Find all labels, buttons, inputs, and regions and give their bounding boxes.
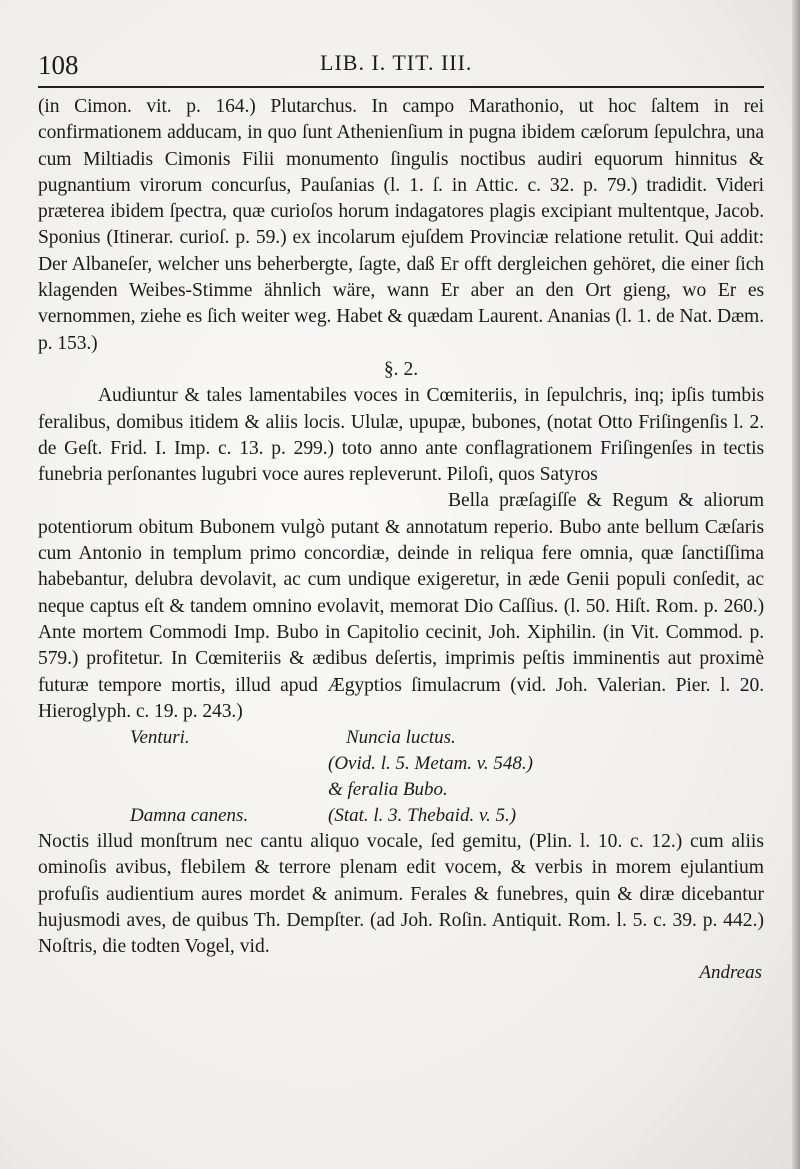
paragraph-2: Audiuntur & tales lamentabiles voces in Cœmiteriis, in ſepulchris, inq; ipſis tumbis feralibus, domibus itidem & aliis locis. Ululæ, upupæ, bubones, (notat Otto Friſingenſis l. 2. de Geſt. Frid. I. Imp. c. 13. p. 299.) toto anno ante conflagrationem Friſingenſes in tectis funebria perſonantes lugubri voce aures repleverunt. Piloſi, quos Satyros	[38, 385, 764, 486]
page-header	[38, 42, 764, 78]
verse-line-4-right: (Stat. l. 3. Thebaid. v. 5.)	[328, 805, 517, 827]
book-spine-shadow	[792, 0, 800, 1169]
verse-line-2: (Ovid. l. 5. Metam. v. 548.)	[328, 753, 533, 775]
paragraph-4: Noctis illud monſtrum nec cantu aliquo vocale, ſed gemitu, (Plin. l. 10. c. 12.) cum aliis ominoſis avibus, flebilem & terrore plenam edit vocem, & verbis in morem ejulantium profuſis audientium aures mordet & animum. Ferales & funebres, quin & diræ dicebantur hujusmodi aves, de quibus Th. Dempſter. (ad Joh. Roſin. Antiquit. Rom. l. 5. c. 39. p. 442.) Noſtris, die todten Vogel, vid.	[38, 831, 764, 958]
paragraph-3: Bella præſagiſſe & Regum & aliorum potentiorum obitum Bubonem vulgò putant & annotatum reperio. Bubo ante bellum Cæſaris cum Antonio in templum primo concordiæ, deinde in reliqua fere omnia, quæ ſanctiſſima habebantur, delubra devolavit, ac cum undique exigeretur, in æde Genii populi conſedit, ac neque captus eſt & tandem omnino evolavit, memorat Dio Caſſius. (l. 50. Hiſt. Rom. p. 260.) Ante mortem Commodi Imp. Bubo in Capitolio cecinit, Joh. Xiphilin. (in Vit. Commod. p. 579.) profitetur. In Cœmiteriis & ædibus deſertis, imprimis peſtis imminentis aut proximè futuræ tempore mortis, illud apud Ægyptios ſimulacrum (vid. Joh. Valerian. Pier. l. 20. Hieroglyph. c. 19. p. 243.)	[38, 490, 764, 722]
verse-line-4-left: Damna canens.	[130, 805, 249, 827]
verse-line-1-left: Venturi.	[130, 727, 190, 749]
section-mark: §. 2.	[383, 358, 419, 380]
running-title: LIB. I. TIT. III.	[320, 50, 473, 75]
header-rule	[38, 86, 764, 88]
catchword: Andreas	[699, 961, 762, 983]
page-number: 108	[38, 50, 79, 80]
verse-block	[38, 725, 764, 829]
paragraph-1: (in Cimon. vit. p. 164.) Plutarchus. In campo Marathonio, ut hoc ſaltem in rei confirmationem adducam, in quo ſunt Athenienſium in pugna ibidem cæſorum ſepulchra, una cum Miltiadis Cimonis Filii monumento ſingulis noctibus audiri equorum hinnitus & pugnantium virorum concurſus, Pauſanias (l. 1. ſ. in Attic. c. 32. p. 79.) tradidit. Videri præterea ibidem ſpectra, quæ curioſos horum indagatores plagis excipiant multentque, Jacob. Sponius (Itinerar. curioſ. p. 59.) ex incolarum ejuſdem Provinciæ relatione retulit. Qui addit: Der Albaneſer, welcher uns beherbergte, ſagte, daß Er offt dergleichen gehöret, die einer ſich klagenden Weibes-Stimme ähnlich wäre, wann Er aber an den Ort gieng, wo Er es vernommen, ziehe es ſich weiter weg. Habet & quædam Laurent. Ananias (l. 1. de Nat. Dæm. p. 153.)	[38, 96, 764, 354]
verse-line-1-right: Nuncia luctus.	[346, 727, 456, 749]
verse-line-3: & feralia Bubo.	[328, 779, 448, 801]
